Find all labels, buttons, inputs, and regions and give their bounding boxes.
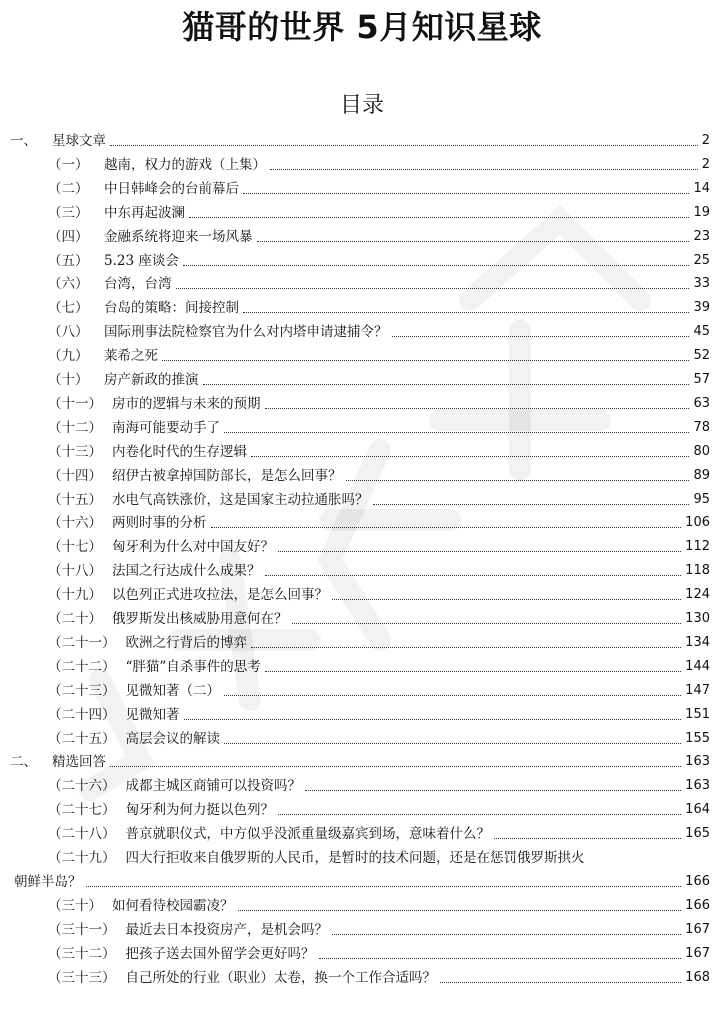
toc-entry-page: 89 xyxy=(693,467,710,483)
toc-entry-number: （二十二） xyxy=(48,658,116,675)
toc-entry[interactable] xyxy=(0,317,724,341)
toc-entry-title: “胖猫”自杀事件的思考 xyxy=(125,658,261,675)
toc-entry[interactable] xyxy=(0,724,724,748)
toc-entry-page: 106 xyxy=(685,515,710,531)
toc-entry-number: （一） xyxy=(48,156,89,173)
toc-entry-title: 南海可能要动手了 xyxy=(112,419,220,436)
toc-entry-title: 自己所处的行业（职业）太卷，换一个工作合适吗？ xyxy=(125,969,436,986)
toc-entry-title: 金融系统将迎来一场风暴 xyxy=(104,228,253,245)
toc-entry-page: 25 xyxy=(693,252,710,268)
toc-entry-title: 内卷化时代的生存逻辑 xyxy=(112,443,247,460)
toc-entry-number: （二十九） xyxy=(48,850,116,866)
toc-entry-title: 高层会议的解读 xyxy=(125,730,220,747)
toc-entry-page: 166 xyxy=(685,873,710,889)
toc-entry-number: （十六） xyxy=(48,515,102,532)
toc-entry-page: 95 xyxy=(693,491,710,507)
toc-entry-number: （二十四） xyxy=(48,706,116,723)
toc-entry-number: （五） xyxy=(48,252,89,269)
toc-entry-title: 中日韩峰会的台前幕后 xyxy=(104,180,239,197)
toc-entry[interactable] xyxy=(0,293,724,317)
toc-entry-number: （十五） xyxy=(48,491,102,508)
toc-entry-number: 二、 xyxy=(10,754,37,771)
toc-leader-dots xyxy=(265,575,682,576)
toc-heading: 目录 xyxy=(339,93,384,118)
toc-leader-dots xyxy=(373,504,690,505)
toc-entry[interactable] xyxy=(0,747,724,771)
toc-leader-dots xyxy=(392,336,690,337)
toc-entry[interactable] xyxy=(0,437,724,461)
toc-entry[interactable] xyxy=(0,843,724,867)
toc-entry[interactable] xyxy=(0,341,724,365)
toc-leader-dots xyxy=(243,312,689,313)
toc-entry[interactable] xyxy=(0,795,724,819)
toc-entry-page: 165 xyxy=(685,826,710,842)
toc-entry-title: 俄罗斯发出核威胁用意何在？ xyxy=(112,611,288,627)
toc-entry-number: （十七） xyxy=(48,539,102,556)
toc-entry[interactable] xyxy=(0,915,724,939)
toc-entry-title: 5.23 座谈会 xyxy=(104,252,179,269)
toc-entry-number: （九） xyxy=(48,348,89,365)
toc-leader-dots xyxy=(251,456,689,457)
toc-leader-dots xyxy=(211,527,682,528)
toc-entry-title: 房市的逻辑与未来的预期 xyxy=(112,395,261,412)
toc-entry-number: （二十八） xyxy=(48,826,116,843)
toc-entry-page: 155 xyxy=(685,730,710,746)
toc-entry-title: 水电气高铁涨价，这是国家主动拉通胀吗？ xyxy=(112,491,369,508)
toc-leader-dots xyxy=(265,408,690,409)
toc-leader-dots xyxy=(243,193,689,194)
toc-entry-page: 57 xyxy=(693,372,710,387)
toc-entry-page: 19 xyxy=(693,204,710,220)
toc-leader-dots xyxy=(224,695,681,696)
toc-entry-page: 168 xyxy=(685,969,710,985)
toc-entry-page: 112 xyxy=(685,539,710,555)
toc-entry-page: 80 xyxy=(693,443,710,459)
toc-leader-dots xyxy=(292,623,682,624)
toc-leader-dots xyxy=(238,910,682,911)
toc-entry[interactable] xyxy=(0,150,724,174)
toc-entry-title: 精选回答 xyxy=(52,754,106,771)
toc-entry-page: 23 xyxy=(693,228,710,244)
toc-entry-page: 2 xyxy=(701,133,710,148)
toc-entry-page: 167 xyxy=(685,921,710,937)
toc-entry-page: 63 xyxy=(693,395,710,411)
toc-entry-page: 151 xyxy=(685,706,710,722)
toc-entry[interactable] xyxy=(0,580,724,604)
toc-entry-number: （三十三） xyxy=(48,969,116,986)
toc-entry[interactable] xyxy=(0,963,724,987)
toc-entry-page: 163 xyxy=(685,778,710,794)
toc-entry[interactable] xyxy=(0,389,724,413)
toc-entry-number: （十一） xyxy=(48,395,102,412)
toc-entry-title: 最近去日本投资房产，是机会吗？ xyxy=(125,921,328,938)
toc-entry-number: （二十五） xyxy=(48,730,116,747)
toc-leader-dots xyxy=(203,384,690,385)
toc-entry-page: 124 xyxy=(685,587,710,603)
toc-leader-dots xyxy=(224,432,689,433)
toc-entry-page: 52 xyxy=(693,348,710,364)
toc-entry-title: 匈牙利为什么对中国友好？ xyxy=(112,539,274,556)
toc-leader-dots xyxy=(494,838,681,839)
toc-entry[interactable] xyxy=(0,198,724,222)
toc-entry-title: 星球文章 xyxy=(52,133,106,149)
toc-leader-dots xyxy=(110,766,681,767)
toc-entry-title: 中东再起波澜 xyxy=(104,204,185,221)
toc-entry-page: 118 xyxy=(685,563,710,579)
toc-entry-title: 绍伊古被拿掉国防部长，是怎么回事？ xyxy=(112,467,342,484)
toc-entry-title: 台岛的策略：间接控制 xyxy=(104,300,239,317)
toc-entry[interactable] xyxy=(0,819,724,843)
toc-leader-dots xyxy=(305,790,681,791)
toc-leader-dots xyxy=(86,886,682,887)
toc-leader-dots xyxy=(162,360,689,361)
toc-entry[interactable] xyxy=(0,652,724,676)
toc-entry-page: 33 xyxy=(693,276,710,292)
toc-entry-title: 见微知著（二） xyxy=(125,682,220,699)
toc-leader-dots xyxy=(189,217,689,218)
toc-entry-title: 普京就职仪式，中方似乎没派重量级嘉宾到场，意味着什么？ xyxy=(125,826,490,843)
toc-entry[interactable] xyxy=(0,485,724,509)
toc-entry[interactable] xyxy=(0,413,724,437)
toc-entry-page: 2 xyxy=(701,156,710,172)
toc-leader-dots xyxy=(176,288,690,289)
toc-leader-dots xyxy=(110,145,698,146)
toc-entry-page: 134 xyxy=(685,634,710,650)
toc-entry[interactable] xyxy=(0,269,724,293)
toc-leader-dots xyxy=(440,982,681,983)
toc-entry[interactable] xyxy=(0,771,724,795)
toc-entry-page: 167 xyxy=(685,945,710,961)
toc-leader-dots xyxy=(184,719,682,720)
toc-entry-number: （三十一） xyxy=(48,921,116,938)
toc-entry[interactable] xyxy=(0,604,724,628)
toc-leader-dots xyxy=(224,743,681,744)
toc-leader-dots xyxy=(278,551,681,552)
toc-entry-number: （十四） xyxy=(48,467,102,484)
toc-entry-number: （十九） xyxy=(48,587,102,604)
toc-entry-title: 法国之行达成什么成果？ xyxy=(112,563,261,580)
toc-entry[interactable] xyxy=(0,126,724,150)
toc-entry-title: 越南，权力的游戏（上集） xyxy=(104,156,266,173)
toc-entry-page: 163 xyxy=(685,754,710,770)
toc-entry-number: （二十） xyxy=(48,611,102,627)
toc-entry-number: （二） xyxy=(48,180,89,197)
toc-entry[interactable] xyxy=(0,246,724,270)
toc-entry[interactable] xyxy=(0,532,724,556)
toc-leader-dots xyxy=(319,958,682,959)
toc-entry-page: 78 xyxy=(693,419,710,435)
toc-leader-dots xyxy=(332,934,681,935)
toc-entry[interactable] xyxy=(0,556,724,580)
toc-entry[interactable] xyxy=(0,461,724,485)
toc-entry-number: 一、 xyxy=(10,133,37,149)
toc-entry-title: 成都主城区商铺可以投资吗？ xyxy=(125,778,301,795)
toc-entry[interactable] xyxy=(0,939,724,963)
toc-entry-number: （三） xyxy=(48,204,89,221)
toc-leader-dots xyxy=(332,599,681,600)
toc-entry-number: （三十二） xyxy=(48,945,116,962)
toc-entry-title: 两则时事的分析 xyxy=(112,515,207,532)
toc-leader-dots xyxy=(278,814,681,815)
toc-entry-title: 见微知著 xyxy=(125,706,180,723)
toc-leader-dots xyxy=(265,671,681,672)
toc-entry[interactable] xyxy=(0,365,724,389)
toc-entry-page: 166 xyxy=(685,897,710,913)
toc-entry[interactable] xyxy=(0,891,724,915)
toc-leader-dots xyxy=(251,647,681,648)
toc-leader-dots xyxy=(270,169,698,170)
toc-entry[interactable] xyxy=(0,508,724,532)
toc-entry-title: 莱希之死 xyxy=(104,348,158,365)
toc-entry-title: 台湾，台湾 xyxy=(104,276,172,293)
toc-leader-dots xyxy=(183,265,690,266)
toc-entry[interactable] xyxy=(0,628,724,652)
toc-entry-number: （六） xyxy=(48,276,89,293)
toc-entry-number: （四） xyxy=(48,228,89,245)
toc-entry-title: 欧洲之行背后的博弈 xyxy=(125,634,247,651)
toc-entry[interactable] xyxy=(0,174,724,198)
toc-leader-dots xyxy=(346,480,690,481)
toc-leader-dots xyxy=(257,241,690,242)
toc-entry-page: 164 xyxy=(685,802,710,818)
toc-entry-number: （二十三） xyxy=(48,682,116,699)
toc-entry[interactable] xyxy=(0,676,724,700)
toc-entry-title: 以色列正式进攻拉法，是怎么回事？ xyxy=(112,587,328,604)
toc-entry-page: 144 xyxy=(685,658,710,674)
toc-entry-title: 把孩子送去国外留学会更好吗？ xyxy=(125,945,315,962)
toc-entry[interactable] xyxy=(0,222,724,246)
toc-entry-number: （七） xyxy=(48,300,89,317)
toc-entry-number: （二十一） xyxy=(48,634,116,651)
toc-entry-number: （八） xyxy=(48,324,89,341)
toc-entry-page: 14 xyxy=(693,180,710,196)
toc-entry-number: （十二） xyxy=(48,419,102,436)
toc-entry-number: （二十六） xyxy=(48,778,116,795)
toc-entry-title: 房产新政的推演 xyxy=(104,372,199,388)
toc-entry-number: （十八） xyxy=(48,563,102,580)
toc-entry[interactable] xyxy=(0,700,724,724)
toc-entry-page: 39 xyxy=(693,300,710,316)
toc-entry-number: （二十七） xyxy=(48,802,116,819)
toc-entry-number: （三十） xyxy=(48,897,102,914)
toc-entry-continuation[interactable] xyxy=(0,867,724,891)
toc-entry-page: 147 xyxy=(685,682,710,698)
toc-entry-number: （十） xyxy=(48,372,89,388)
toc-entry-title: 如何看待校园霸凌？ xyxy=(112,897,234,914)
toc-entry-number: （十三） xyxy=(48,443,102,460)
toc-entry-title-cont: 朝鲜半岛？ xyxy=(14,873,82,890)
document-title: 猫哥的世界 5月知识星球 xyxy=(182,8,542,46)
toc-entry-title: 四大行拒收来自俄罗斯的人民币，是暂时的技术问题，还是在惩罚俄罗斯拱火 xyxy=(125,850,585,866)
toc-entry-title: 国际刑事法院检察官为什么对内塔申请逮捕令？ xyxy=(104,324,388,341)
toc-entry-page: 45 xyxy=(693,324,710,340)
toc-entry-page: 130 xyxy=(685,611,710,626)
toc-entry-title: 匈牙利为何力挺以色列？ xyxy=(125,802,274,819)
